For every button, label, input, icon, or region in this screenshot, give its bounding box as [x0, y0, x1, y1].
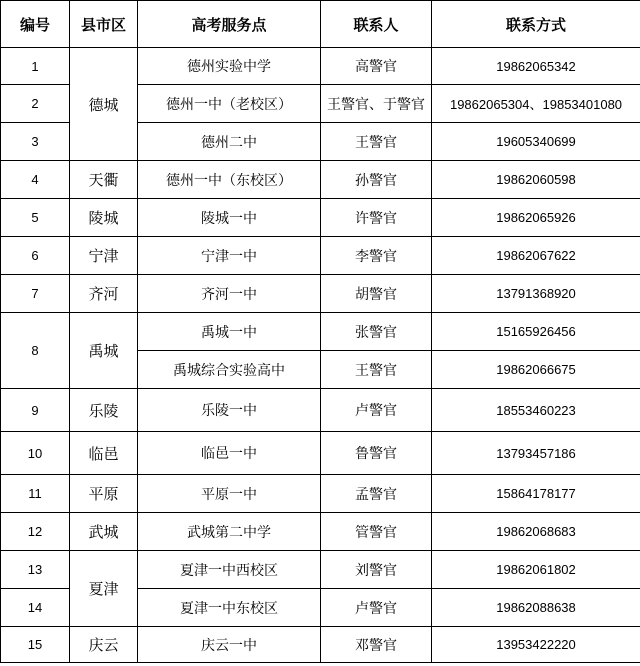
site-cell: 武城第二中学: [138, 513, 321, 551]
phone-cell: 13791368920: [432, 275, 640, 313]
contact-cell: 王警官: [321, 123, 432, 161]
county-cell: 乐陵: [70, 389, 138, 432]
phone-cell: 18553460223: [432, 389, 640, 432]
table-row: [1, 48, 640, 85]
site-cell: 临邑一中: [138, 432, 321, 475]
contact-cell: 王警官、于警官: [321, 85, 432, 123]
phone-cell: 19862088638: [432, 589, 640, 627]
phone-cell: 19862065342: [432, 48, 640, 85]
contact-cell: 许警官: [321, 199, 432, 237]
county-cell: 陵城: [70, 199, 138, 237]
contact-cell: 卢警官: [321, 389, 432, 432]
phone-cell: 19862065926: [432, 199, 640, 237]
contact-cell: 管警官: [321, 513, 432, 551]
site-cell: 齐河一中: [138, 275, 321, 313]
contact-cell: 鲁警官: [321, 432, 432, 475]
county-cell: 天衢: [70, 161, 138, 199]
table-row: [1, 275, 640, 313]
row-number: 14: [1, 589, 70, 627]
phone-cell: 15165926456: [432, 313, 640, 351]
row-number: 4: [1, 161, 70, 199]
contact-cell: 高警官: [321, 48, 432, 85]
county-cell: 庆云: [70, 627, 138, 663]
county-cell: 临邑: [70, 432, 138, 475]
row-number: 2: [1, 85, 70, 123]
county-cell: 宁津: [70, 237, 138, 275]
contact-cell: 王警官: [321, 351, 432, 389]
phone-cell: 19862060598: [432, 161, 640, 199]
site-cell: 庆云一中: [138, 627, 321, 663]
row-number: 11: [1, 475, 70, 513]
row-number: 6: [1, 237, 70, 275]
site-cell: 平原一中: [138, 475, 321, 513]
contact-cell: 邓警官: [321, 627, 432, 663]
contact-cell: 孟警官: [321, 475, 432, 513]
table-row: [1, 199, 640, 237]
phone-cell: 19862067622: [432, 237, 640, 275]
phone-cell: 19605340699: [432, 123, 640, 161]
table-row: [1, 627, 640, 663]
table-row: [1, 513, 640, 551]
row-number: 5: [1, 199, 70, 237]
header-contact-person: 联系人: [321, 1, 432, 48]
table-row: [1, 161, 640, 199]
row-number: 13: [1, 551, 70, 589]
table-row: [1, 551, 640, 589]
table-row: [1, 313, 640, 351]
contact-cell: 卢警官: [321, 589, 432, 627]
site-cell: 陵城一中: [138, 199, 321, 237]
site-cell: 德州一中（东校区）: [138, 161, 321, 199]
table-row: [1, 237, 640, 275]
phone-cell: 15864178177: [432, 475, 640, 513]
site-cell: 德州二中: [138, 123, 321, 161]
contact-cell: 孙警官: [321, 161, 432, 199]
row-number: 10: [1, 432, 70, 475]
site-cell: 德州一中（老校区）: [138, 85, 321, 123]
phone-cell: 19862065304、19853401080: [432, 85, 640, 123]
site-cell: 夏津一中西校区: [138, 551, 321, 589]
phone-cell: 13953422220: [432, 627, 640, 663]
contact-cell: 张警官: [321, 313, 432, 351]
phone-cell: 13793457186: [432, 432, 640, 475]
header-contact-info: 联系方式: [432, 1, 640, 48]
header-row: [1, 1, 640, 48]
contact-cell: 刘警官: [321, 551, 432, 589]
county-cell: 夏津: [70, 551, 138, 627]
row-number: 15: [1, 627, 70, 663]
row-number: 12: [1, 513, 70, 551]
table-row: [1, 432, 640, 475]
phone-cell: 19862066675: [432, 351, 640, 389]
contact-cell: 胡警官: [321, 275, 432, 313]
table-row: [1, 475, 640, 513]
site-cell: 宁津一中: [138, 237, 321, 275]
site-cell: 禹城综合实验高中: [138, 351, 321, 389]
table-row: [1, 389, 640, 432]
county-cell: 武城: [70, 513, 138, 551]
header-number: 编号: [1, 1, 70, 48]
site-cell: 乐陵一中: [138, 389, 321, 432]
row-number: 7: [1, 275, 70, 313]
row-number: 8: [1, 313, 70, 389]
row-number: 3: [1, 123, 70, 161]
site-cell: 夏津一中东校区: [138, 589, 321, 627]
site-cell: 禹城一中: [138, 313, 321, 351]
row-number: 9: [1, 389, 70, 432]
phone-cell: 19862068683: [432, 513, 640, 551]
contact-cell: 李警官: [321, 237, 432, 275]
county-cell: 德城: [70, 48, 138, 161]
row-number: 1: [1, 48, 70, 85]
site-cell: 德州实验中学: [138, 48, 321, 85]
county-cell: 禹城: [70, 313, 138, 389]
county-cell: 平原: [70, 475, 138, 513]
county-cell: 齐河: [70, 275, 138, 313]
header-county: 县市区: [70, 1, 138, 48]
phone-cell: 19862061802: [432, 551, 640, 589]
header-exam-site: 高考服务点: [138, 1, 321, 48]
